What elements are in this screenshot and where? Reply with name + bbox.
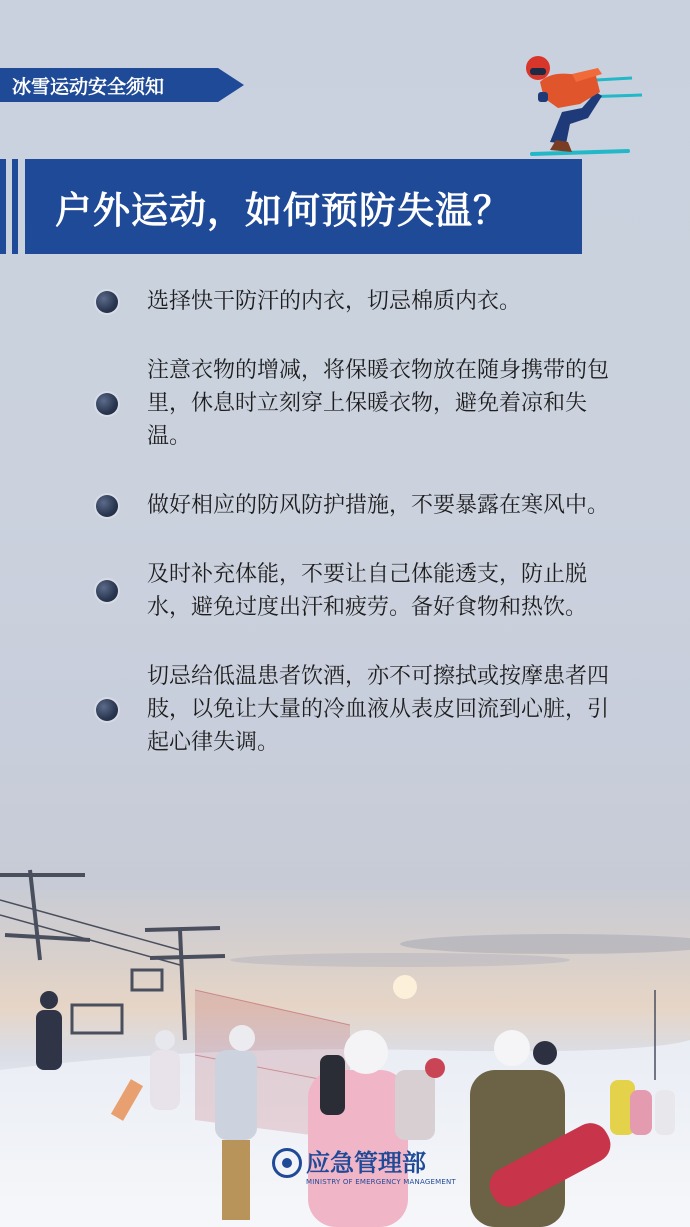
list-item: [96, 660, 616, 759]
emergency-logo-icon: [272, 1148, 302, 1178]
tip-text: 切忌给低温患者饮酒，亦不可擦拭或按摩患者四肢，以免让大量的冷血液从表皮回流到心脏，引起心律失调。: [147, 664, 610, 755]
tip-text: 注意衣物的增减，将保暖衣物放在随身携带的包里，休息时立刻穿上保暖衣物，避免着凉和失温。: [147, 358, 610, 449]
list-item: [96, 285, 616, 318]
list-item: [96, 489, 616, 522]
list-item: [96, 354, 616, 453]
list-item: [96, 558, 616, 624]
ministry-logo: [272, 1148, 456, 1186]
page-title: [25, 159, 582, 254]
category-tag-arrow: [218, 68, 244, 102]
tip-text: 选择快干防汗的内衣，切忌棉质内衣。: [147, 289, 522, 314]
title-stripe-1: [0, 159, 6, 254]
category-tag-label: 冰雪运动安全须知: [12, 75, 165, 98]
bullet-dot-icon: [96, 291, 118, 313]
tip-text: 及时补充体能，不要让自己体能透支，防止脱水，避免过度出汗和疲劳。备好食物和热饮。: [147, 562, 588, 620]
page-title-text: 户外运动，如何预防失温？: [55, 188, 511, 232]
bullet-dot-icon: [96, 393, 118, 415]
title-stripe-2: [12, 159, 18, 254]
tip-text: 做好相应的防风防护措施，不要暴露在寒风中。: [147, 493, 610, 518]
category-tag: [0, 68, 218, 102]
bullet-dot-icon: [96, 699, 118, 721]
tips-list: [96, 285, 616, 795]
skier-icon: [510, 52, 650, 160]
bullet-dot-icon: [96, 580, 118, 602]
logo-name-en: MINISTRY OF EMERGENCY MANAGEMENT: [306, 1178, 456, 1186]
bullet-dot-icon: [96, 495, 118, 517]
logo-name-cn: 应急管理部: [306, 1149, 426, 1177]
